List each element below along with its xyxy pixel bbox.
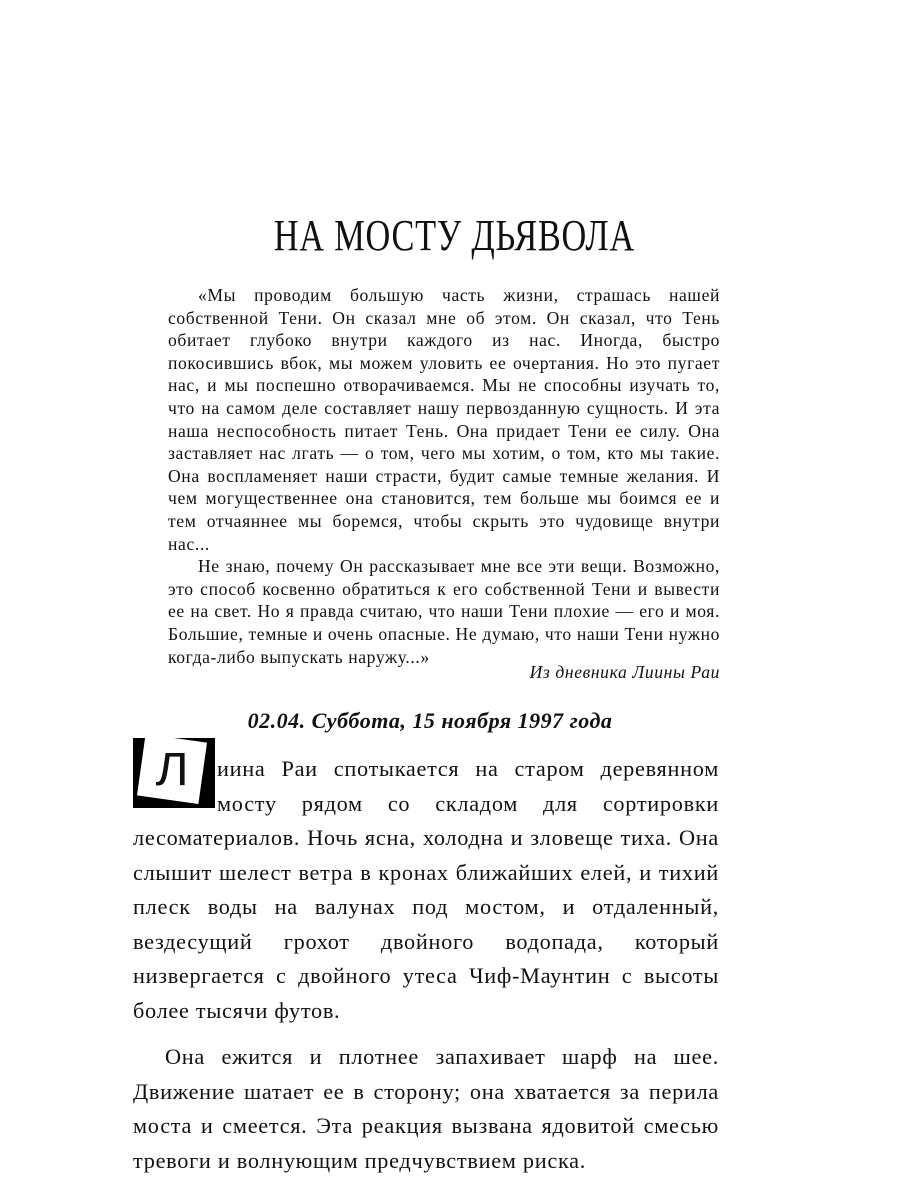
epigraph-paragraph: «Мы проводим большую часть жизни, страшась нашей собственной Тени. Он сказал мне об этом. Он сказал, что Тень обитает глубоко внутри каждого из нас. Иногда, быстро покосившись вбок, мы можем уловить ее очертания. Но это пугает нас, и мы поспешно отворачиваемся. Мы не способны изучать то, что на самом деле составляет нашу первозданную сущность. И эта наша неспособность питает Тень. Она придает Тени ее силу. Она заставляет нас лгать — о том, чего мы хотим, о том, кто мы такие. Она воспламеняет наши страсти, будит самые темные желания. И чем могущественнее она становится, тем больше мы боимся ее и тем отчаяннее мы боремся, чтобы скрыть это чудовище внутри нас...	[168, 285, 720, 554]
epigraph	[168, 284, 720, 668]
epigraph-attribution: Из дневника Лиины Раи	[529, 662, 720, 682]
body-paragraph	[133, 752, 719, 1028]
body-paragraph-text: иина Раи спотыкается на старом деревянном мосту рядом со складом для сортировки лесоматериалов. Ночь ясна, холодна и зловеще тиха. Она слышит шелест ветра в кронах ближайших елей, и тихий плеск воды на валунах под мостом, и отдаленный, вездесущий грохот двойного водопада, который низвергается с двойного утеса Чиф-Маунтин с высоты более тысячи футов.	[133, 756, 719, 1023]
epigraph-paragraph: Не знаю, почему Он рассказывает мне все эти вещи. Возможно, это способ косвенно обратиться к его собственной Тени и вывести ее на свет. Но я правда считаю, что наши Тени плохие — его и моя. Большие, темные и очень опасные. Не думаю, что наши Тени нужно когда-либо выпускать наружу...»	[168, 556, 720, 667]
chapter-title: НА МОСТУ ДЬЯВОЛА	[273, 211, 636, 260]
drop-cap-spacer	[133, 752, 215, 814]
body-paragraph: Она ежится и плотнее запахивает шарф на шее. Движение шатает ее в сторону; она хватается за перила моста и смеется. Эта реакция вызвана ядовитой смесью тревоги и волнующим предчувствием риска.	[133, 1044, 719, 1173]
body-text	[133, 752, 719, 1178]
drop-cap-letter: Л	[155, 743, 189, 795]
section-heading: 02.04. Суббота, 15 ноября 1997 года	[247, 708, 613, 733]
